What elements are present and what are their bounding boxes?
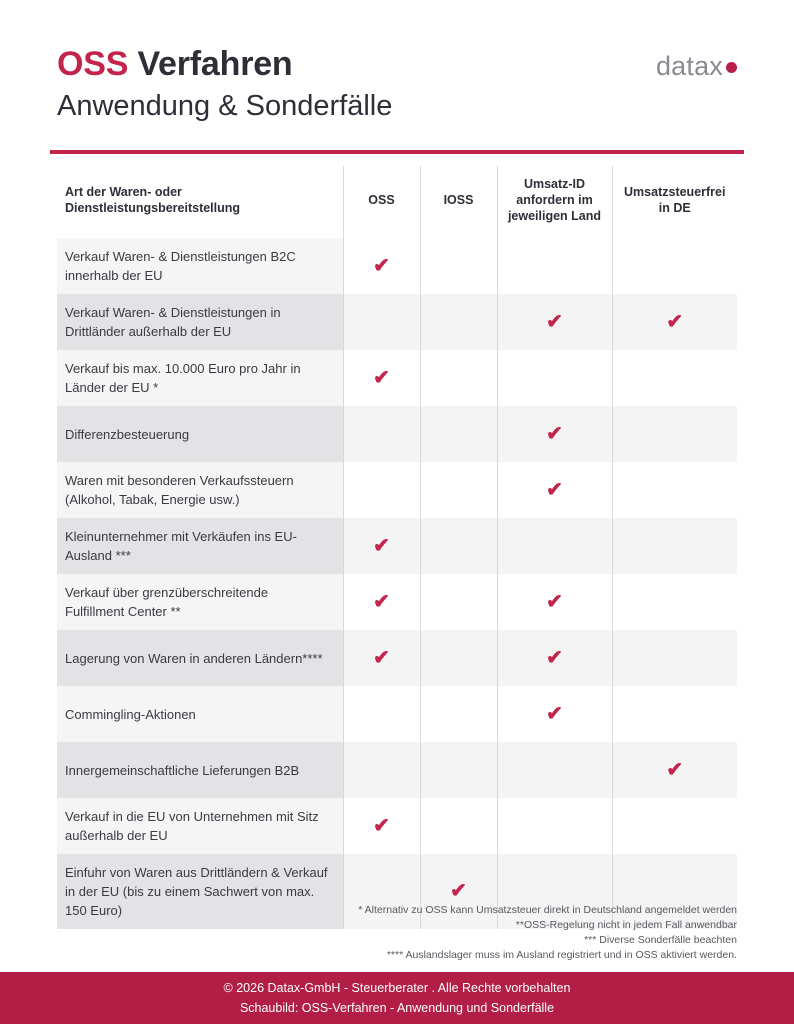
cell-ioss xyxy=(420,686,497,742)
cell-umsatz-id xyxy=(497,462,612,518)
cell-steuerfrei xyxy=(612,630,737,686)
cell-umsatz-id xyxy=(497,350,612,406)
cell-description: Differenzbesteuerung xyxy=(57,406,343,462)
cell-oss xyxy=(343,350,420,406)
cell-ioss xyxy=(420,238,497,294)
cell-description: Verkauf in die EU von Unternehmen mit Sitz außerhalb der EU xyxy=(57,798,343,854)
page-title-rest: Verfahren xyxy=(137,45,293,83)
page-subtitle: Anwendung & Sonderfälle xyxy=(57,90,393,122)
page-title xyxy=(57,44,392,84)
cell-oss xyxy=(343,798,420,854)
column-header-steuerfrei: Umsatzsteuerfrei in DE xyxy=(612,166,737,238)
cell-ioss xyxy=(420,462,497,518)
cell-description: Verkauf bis max. 10.000 Euro pro Jahr in Länder der EU * xyxy=(57,350,343,406)
cell-steuerfrei xyxy=(612,518,737,574)
cell-umsatz-id xyxy=(497,574,612,630)
table-row xyxy=(57,798,737,854)
cell-oss xyxy=(343,238,420,294)
cell-description: Verkauf Waren- & Dienstleistungen in Drittländer außerhalb der EU xyxy=(57,294,343,350)
cell-steuerfrei xyxy=(612,686,737,742)
checkmark-icon: ✔ xyxy=(450,880,467,902)
column-header-umsatz-id: Umsatz-ID anfordern im jeweiligen Land xyxy=(497,166,612,238)
cell-description: Commingling-Aktionen xyxy=(57,686,343,742)
cell-oss xyxy=(343,742,420,798)
cell-ioss xyxy=(420,518,497,574)
cell-umsatz-id xyxy=(497,238,612,294)
footnote-line: **OSS-Regelung nicht in jedem Fall anwendbar xyxy=(515,919,737,931)
cell-oss xyxy=(343,518,420,574)
cell-oss xyxy=(343,686,420,742)
cell-ioss xyxy=(420,798,497,854)
checkmark-icon: ✔ xyxy=(373,534,390,557)
oss-table-container xyxy=(57,166,737,929)
checkmark-icon: ✔ xyxy=(373,590,390,613)
cell-ioss xyxy=(420,742,497,798)
cell-ioss xyxy=(420,630,497,686)
cell-umsatz-id xyxy=(497,686,612,742)
cell-umsatz-id xyxy=(497,630,612,686)
footnotes xyxy=(57,903,737,963)
checkmark-icon: ✔ xyxy=(546,590,563,613)
column-header-description: Art der Waren- oder Dienstleistungsbereitstellung xyxy=(57,166,343,238)
table-row xyxy=(57,462,737,518)
table-row xyxy=(57,518,737,574)
cell-umsatz-id xyxy=(497,798,612,854)
checkmark-icon: ✔ xyxy=(546,478,563,501)
cell-description: Verkauf Waren- & Dienstleistungen B2C innerhalb der EU xyxy=(57,238,343,294)
cell-steuerfrei xyxy=(612,350,737,406)
cell-steuerfrei xyxy=(612,462,737,518)
table-row xyxy=(57,238,737,294)
cell-description: Waren mit besonderen Verkaufssteuern (Alkohol, Tabak, Energie usw.) xyxy=(57,462,343,518)
cell-description: Einfuhr von Waren aus Drittländern & Verkauf in der EU (bis zu einem Sachwert von max. 150 Euro) xyxy=(57,854,343,929)
cell-ioss xyxy=(420,406,497,462)
table-row xyxy=(57,574,737,630)
checkmark-icon: ✔ xyxy=(373,646,390,669)
table-row xyxy=(57,350,737,406)
cell-oss xyxy=(343,574,420,630)
cell-steuerfrei xyxy=(612,238,737,294)
table-row xyxy=(57,294,737,350)
cell-description: Verkauf über grenzüberschreitende Fulfillment Center ** xyxy=(57,574,343,630)
checkmark-icon: ✔ xyxy=(373,366,390,389)
table-body xyxy=(57,238,737,929)
table-row xyxy=(57,742,737,798)
page-title-accent: OSS xyxy=(57,45,129,83)
cell-ioss xyxy=(420,574,497,630)
checkmark-icon: ✔ xyxy=(546,422,563,445)
cell-ioss xyxy=(420,350,497,406)
cell-oss xyxy=(343,462,420,518)
footer-caption: Schaubild: OSS-Verfahren - Anwendung und Sonderfälle xyxy=(239,1001,555,1015)
footnote-line: * Alternativ zu OSS kann Umsatzsteuer direkt in Deutschland angemeldet werden xyxy=(358,904,737,916)
table-row xyxy=(57,686,737,742)
checkmark-icon: ✔ xyxy=(373,254,390,277)
table-row xyxy=(57,406,737,462)
cell-umsatz-id xyxy=(497,518,612,574)
header-divider xyxy=(50,150,744,154)
checkmark-icon: ✔ xyxy=(546,646,563,669)
checkmark-icon: ✔ xyxy=(666,758,684,781)
cell-oss xyxy=(343,406,420,462)
table-header-row xyxy=(57,166,737,238)
table-row xyxy=(57,630,737,686)
cell-steuerfrei xyxy=(612,742,737,798)
cell-steuerfrei xyxy=(612,294,737,350)
footer-copyright: © 2026 Datax-GmbH - Steuerberater . Alle Rechte vorbehalten xyxy=(223,981,571,995)
column-header-oss: OSS xyxy=(343,166,420,238)
cell-steuerfrei xyxy=(612,798,737,854)
title-block xyxy=(57,44,392,124)
cell-umsatz-id xyxy=(497,294,612,350)
cell-umsatz-id xyxy=(497,406,612,462)
checkmark-icon: ✔ xyxy=(546,702,563,725)
footnote-line: *** Diverse Sonderfälle beachten xyxy=(584,934,737,946)
checkmark-icon: ✔ xyxy=(666,310,684,333)
page-header xyxy=(0,0,794,156)
cell-oss xyxy=(343,630,420,686)
cell-description: Innergemeinschaftliche Lieferungen B2B xyxy=(57,742,343,798)
cell-description: Lagerung von Waren in anderen Ländern**** xyxy=(57,630,343,686)
cell-steuerfrei xyxy=(612,406,737,462)
footnote-line: **** Auslandslager muss im Ausland registriert und in OSS aktiviert werden. xyxy=(386,949,737,961)
cell-ioss xyxy=(420,294,497,350)
logo-wordmark: datax xyxy=(655,51,723,81)
cell-steuerfrei xyxy=(612,574,737,630)
oss-table xyxy=(57,166,737,929)
column-header-ioss: IOSS xyxy=(420,166,497,238)
cell-oss xyxy=(343,294,420,350)
brand-logo xyxy=(656,52,737,80)
cell-description: Kleinunternehmer mit Verkäufen ins EU-Ausland *** xyxy=(57,518,343,574)
checkmark-icon: ✔ xyxy=(373,814,390,837)
page-footer xyxy=(0,972,794,1024)
checkmark-icon: ✔ xyxy=(546,310,563,333)
table-header xyxy=(57,166,737,238)
cell-umsatz-id xyxy=(497,742,612,798)
brand-dot-icon xyxy=(726,62,737,73)
